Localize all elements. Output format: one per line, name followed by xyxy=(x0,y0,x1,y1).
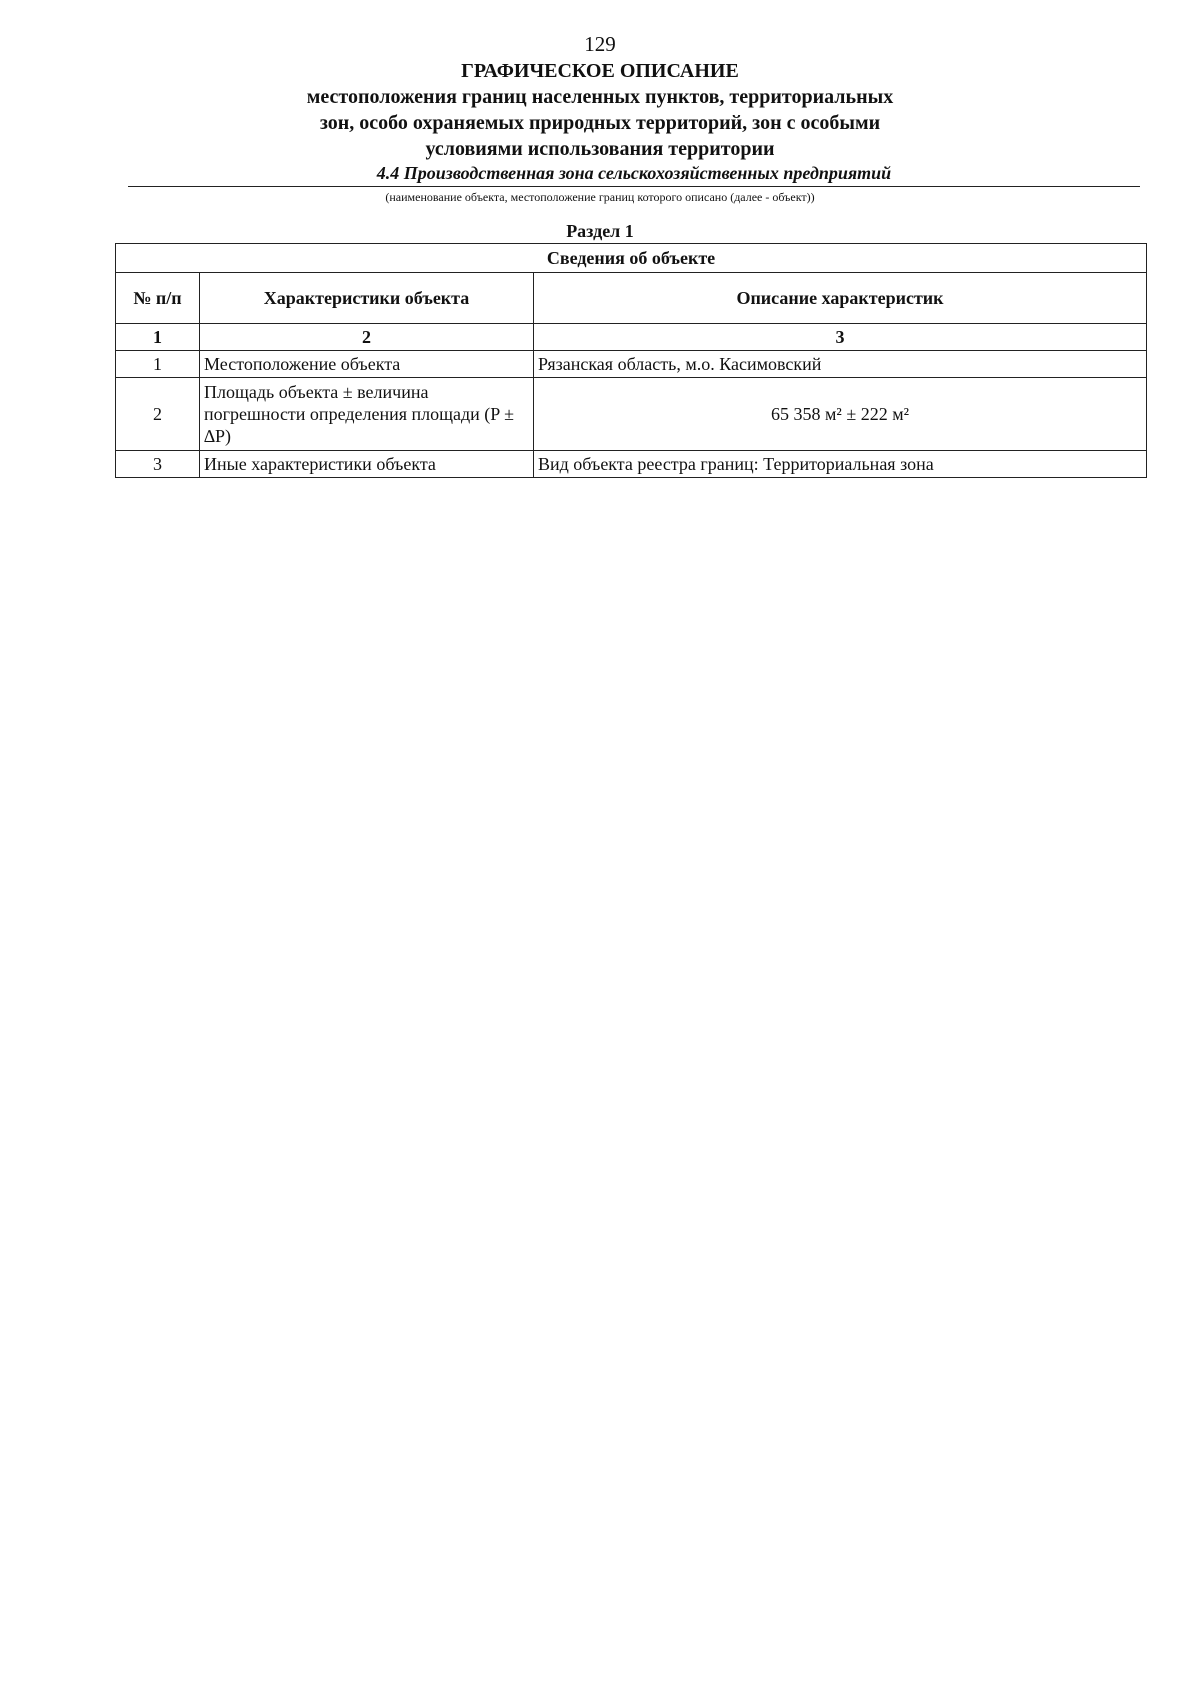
row-description: Вид объекта реестра границ: Территориальная зона xyxy=(534,451,1147,478)
column-number: 3 xyxy=(534,324,1147,351)
row-description: Рязанская область, м.о. Касимовский xyxy=(534,351,1147,378)
object-name-caption: (наименование объекта, местоположение границ которого описано (далее - объект)) xyxy=(385,190,815,204)
header-description: Описание характеристик xyxy=(534,273,1147,324)
column-number-row xyxy=(116,324,1147,351)
table-row xyxy=(116,451,1147,478)
row-number: 2 xyxy=(116,378,200,451)
document-title-line: ГРАФИЧЕСКОЕ ОПИСАНИЕ xyxy=(461,60,739,82)
row-number: 3 xyxy=(116,451,200,478)
section-title: Раздел 1 xyxy=(566,221,634,241)
object-name: 4.4 Производственная зона сельскохозяйственных предприятий xyxy=(128,162,1140,187)
header-characteristic: Характеристики объекта xyxy=(200,273,534,324)
column-number: 1 xyxy=(116,324,200,351)
object-info-table xyxy=(115,243,1147,478)
document-title-line: зон, особо охраняемых природных территорий, зон с особыми xyxy=(319,112,881,134)
table-caption-row xyxy=(116,244,1147,273)
row-characteristic: Площадь объекта ± величина погрешности определения площади (P ± ∆P) xyxy=(200,378,534,451)
row-characteristic: Местоположение объекта xyxy=(200,351,534,378)
row-number: 1 xyxy=(116,351,200,378)
table-row xyxy=(116,378,1147,451)
table-row xyxy=(116,351,1147,378)
table-header-row xyxy=(116,273,1147,324)
table-caption: Сведения об объекте xyxy=(116,244,1147,273)
page-number: 129 xyxy=(584,32,616,56)
document-title xyxy=(0,58,1200,162)
row-description: 65 358 м² ± 222 м² xyxy=(534,378,1147,451)
document-title-line: условиями использования территории xyxy=(425,138,775,160)
column-number: 2 xyxy=(200,324,534,351)
header-number: № п/п xyxy=(116,273,200,324)
document-title-line: местоположения границ населенных пунктов, территориальных xyxy=(306,86,894,108)
row-characteristic: Иные характеристики объекта xyxy=(200,451,534,478)
